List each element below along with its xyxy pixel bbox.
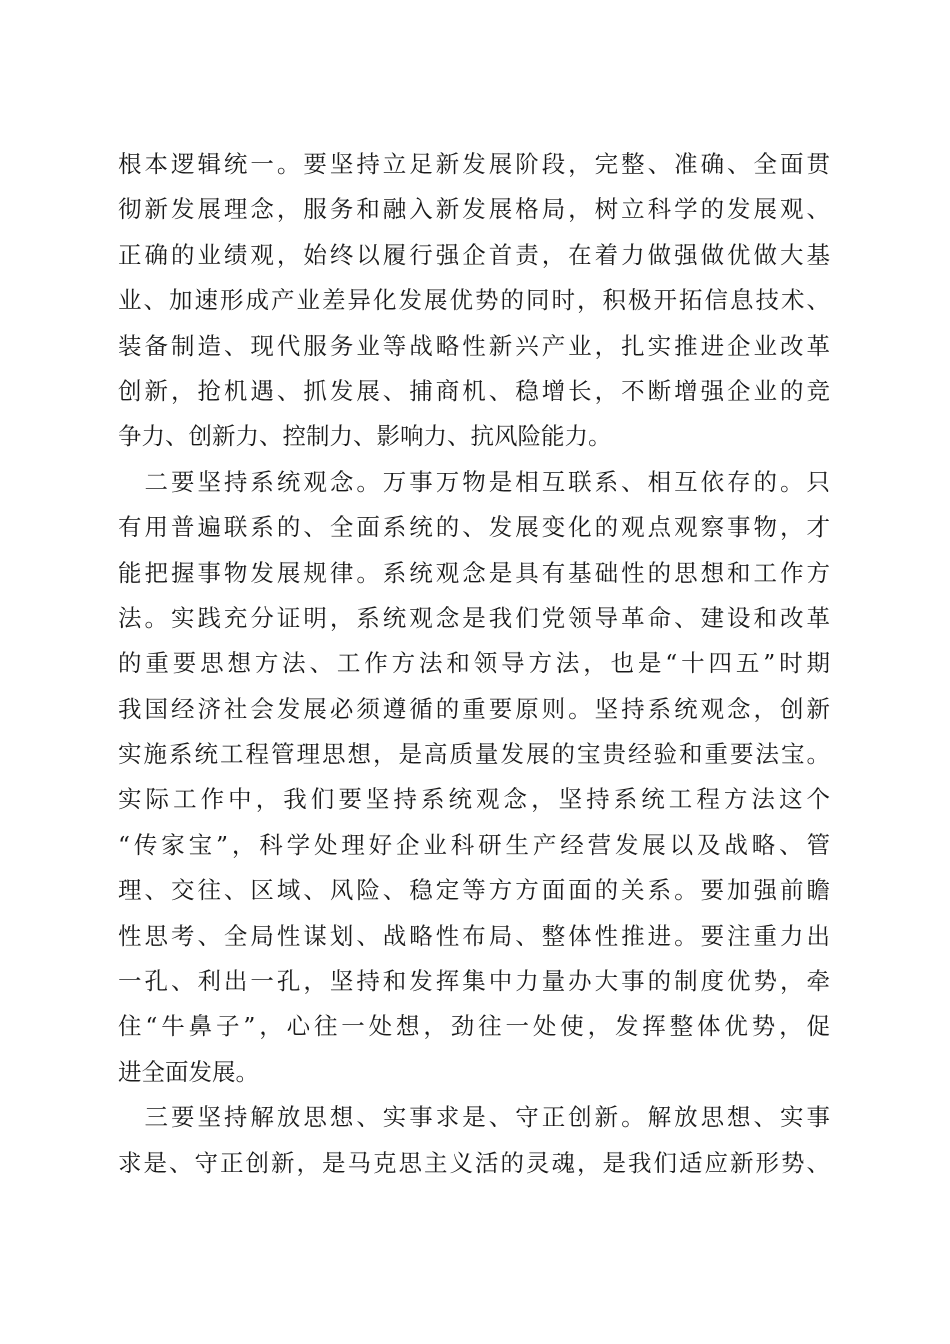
text-line: 创新，抢机遇、抓发展、捕商机、稳增长，不断增强企业的竞 (118, 376, 830, 405)
text-line: 三要坚持解放思想、实事求是、守正创新。解放思想、实事 (118, 1103, 830, 1132)
text-line: 理、交往、区域、风险、稳定等方方面面的关系。要加强前瞻 (118, 876, 830, 905)
text-line: 法。实践充分证明，系统观念是我们党领导革命、建设和改革 (118, 603, 830, 632)
text-line: 装备制造、现代服务业等战略性新兴产业，扎实推进企业改革 (118, 331, 830, 360)
text-line: 根本逻辑统一。要坚持立足新发展阶段，完整、准确、全面贯 (118, 150, 830, 178)
text-line: 性思考、全局性谋划、战略性布局、整体性推进。要注重力出 (118, 921, 830, 950)
text-line: 能把握事物发展规律。系统观念是具有基础性的思想和工作方 (118, 558, 830, 587)
text-line: 实际工作中，我们要坚持系统观念，坚持系统工程方法这个 (118, 785, 830, 814)
text-line: 实施系统工程管理思想，是高质量发展的宝贵经验和重要法宝。 (118, 740, 830, 769)
text-line: 进全面发展。 (118, 1057, 259, 1086)
text-line: 求是、守正创新，是马克思主义活的灵魂，是我们适应新形势、 (118, 1148, 830, 1177)
text-line: 住“牛鼻子”，心往一处想，劲往一处使，发挥整体优势，促 (118, 1012, 830, 1041)
text-line: 业、加速形成产业差异化发展优势的同时，积极开拓信息技术、 (118, 286, 830, 315)
text-line: 有用普遍联系的、全面系统的、发展变化的观点观察事物，才 (118, 513, 830, 542)
text-line: 的重要思想方法、工作方法和领导方法，也是“十四五”时期 (118, 649, 830, 678)
text-line: 彻新发展理念，服务和融入新发展格局，树立科学的发展观、 (118, 195, 830, 224)
text-line: 一孔、利出一孔，坚持和发挥集中力量办大事的制度优势，牵 (118, 967, 830, 996)
text-line: 争力、创新力、控制力、影响力、抗风险能力。 (118, 422, 612, 451)
text-line: “传家宝”，科学处理好企业科研生产经营发展以及战略、管 (118, 830, 830, 859)
text-line: 正确的业绩观，始终以履行强企首责，在着力做强做优做大基 (118, 240, 830, 269)
text-line: 二要坚持系统观念。万事万物是相互联系、相互依存的。只 (118, 467, 830, 496)
text-line: 我国经济社会发展必须遵循的重要原则。坚持系统观念，创新 (118, 694, 830, 723)
body-text (118, 142, 830, 1186)
